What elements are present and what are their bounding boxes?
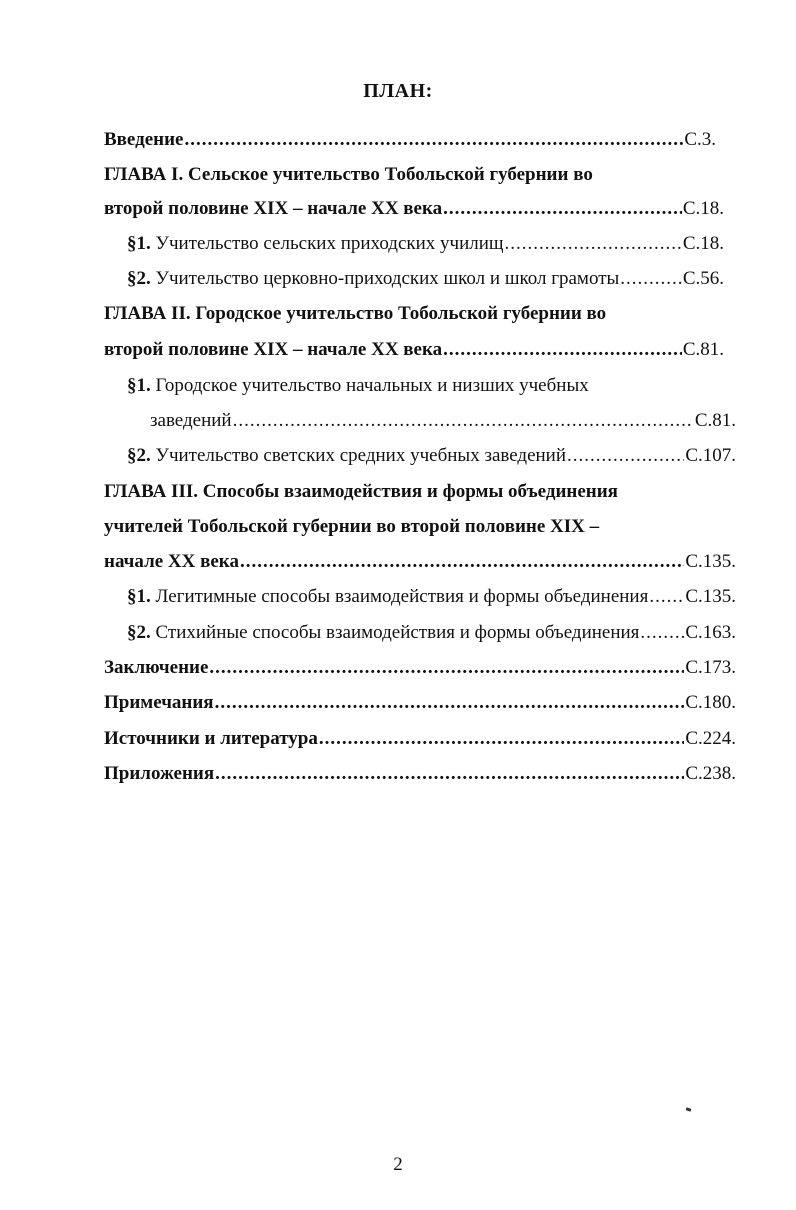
toc-label [127, 444, 566, 468]
toc-chapter-3-title-line2: учителей Тобольской губернии во второй половине XIX – [104, 516, 600, 537]
toc-entry-chapter-3-section-2 [127, 621, 736, 645]
toc-label: второй половине XIX – начале XX века [104, 198, 443, 219]
toc-entry-chapter-2-section-2 [127, 444, 736, 468]
toc-leader-dots [505, 232, 682, 256]
toc-entry-notes [104, 691, 736, 715]
toc-page-ref: С.18. [682, 233, 724, 254]
toc-chapter-1-title-line1: ГЛАВА I. Сельское учительство Тобольской губернии во [104, 164, 593, 185]
toc-page-ref: С.3. [684, 129, 716, 150]
toc-entry-intro [104, 128, 716, 152]
section-number: §1. [127, 375, 151, 396]
section-number: §1. [127, 586, 151, 607]
toc-label: Приложения [104, 763, 215, 784]
section-title: Учительство церковно-приходских школ и школ грамоты [155, 268, 620, 289]
toc-leader-dots [443, 338, 682, 362]
toc-leader-dots [319, 727, 684, 751]
toc-leader-dots [620, 267, 682, 291]
toc-entry-conclusion [104, 656, 736, 680]
page-number: 2 [393, 1154, 403, 1175]
toc-page-ref: С.173. [685, 657, 736, 678]
toc-leader-dots [240, 550, 684, 574]
toc-entry-chapter-1 [104, 197, 724, 221]
section-title: Стихийные способы взаимодействия и формы объединения [155, 622, 640, 643]
toc-label [127, 585, 648, 609]
toc-entry-chapter-3 [104, 550, 736, 574]
section-number: §2. [127, 268, 151, 289]
toc-leader-dots [443, 197, 682, 221]
toc-label [127, 267, 619, 291]
toc-page-ref: С.238. [685, 763, 736, 784]
toc-leader-dots [640, 621, 684, 645]
toc-label: Заключение [104, 657, 209, 678]
toc-chapter-2-section-1-line1 [127, 374, 589, 398]
toc-page-ref: С.135. [685, 586, 736, 607]
toc-entry-appendix [104, 762, 736, 786]
toc-leader-dots [185, 128, 684, 152]
toc-page-ref: С.180. [685, 692, 736, 713]
toc-page-ref: С.107. [685, 445, 736, 466]
toc-label: Введение [104, 129, 184, 150]
toc-entry-chapter-2 [104, 338, 724, 362]
toc-leader-dots [215, 691, 685, 715]
section-title: Учительство сельских приходских училищ [155, 233, 504, 254]
toc-page-ref: С.18. [682, 198, 724, 219]
section-number: §2. [127, 445, 151, 466]
toc-entry-sources [104, 727, 736, 751]
toc-label: заведений [150, 410, 232, 431]
section-title: Легитимные способы взаимодействия и формы объединения [155, 586, 649, 607]
toc-page-ref: С.81. [694, 410, 736, 431]
toc-page-ref: С.135. [685, 551, 736, 572]
toc-entry-chapter-1-section-2 [127, 267, 724, 291]
toc-page-ref: С.163. [685, 622, 736, 643]
toc-label [127, 621, 639, 645]
toc-chapter-3-title-line1: ГЛАВА III. Способы взаимодействия и формы объединения [104, 481, 618, 502]
toc-entry-chapter-1-section-1 [127, 232, 724, 256]
section-number: §1. [127, 233, 151, 254]
toc-leader-dots [215, 762, 684, 786]
toc-leader-dots [209, 656, 684, 680]
toc-entry-chapter-2-section-1 [150, 409, 736, 433]
toc-label: Источники и литература [104, 728, 318, 749]
toc-label: второй половине XIX – начале XX века [104, 339, 443, 360]
page-title: ПЛАН: [363, 80, 433, 102]
toc-label: начале XX века [104, 551, 239, 572]
toc-leader-dots [233, 409, 694, 433]
section-title: Городское учительство начальных и низших учебных [155, 375, 589, 396]
section-title: Учительство светских средних учебных заведений [155, 445, 567, 466]
toc-page-ref: С.224. [685, 728, 736, 749]
toc-label [127, 232, 504, 256]
toc-label: Примечания [104, 692, 214, 713]
toc-page-ref: С.81. [682, 339, 724, 360]
toc-leader-dots [649, 585, 684, 609]
section-number: §2. [127, 622, 151, 643]
toc-leader-dots [567, 444, 684, 468]
toc-entry-chapter-3-section-1 [127, 585, 736, 609]
toc-page-ref: С.56. [682, 268, 724, 289]
scan-speck [686, 1107, 692, 1112]
toc-chapter-2-title-line1: ГЛАВА II. Городское учительство Тобольской губернии во [104, 303, 607, 324]
